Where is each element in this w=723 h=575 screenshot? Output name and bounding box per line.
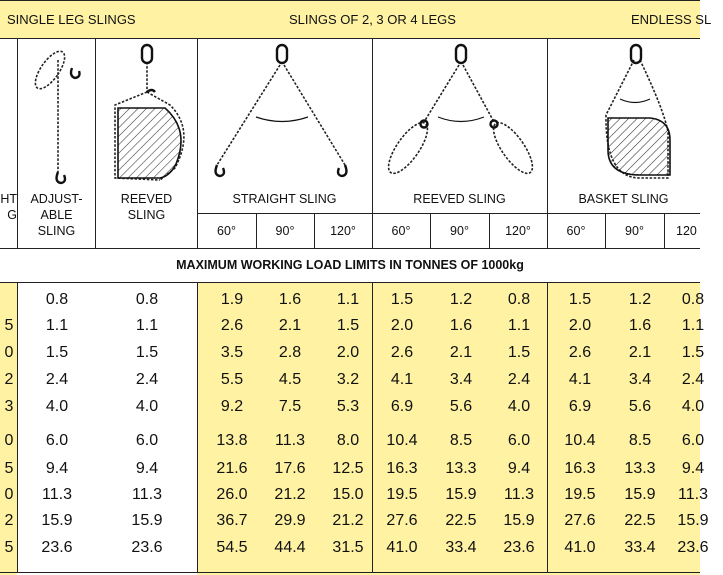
angle-header: 120°	[330, 223, 356, 238]
table-cell: 1.5	[507, 344, 531, 361]
table-cell: 11.3	[42, 486, 72, 503]
table-cell: 1.1	[507, 317, 531, 334]
caption-basket-sling: BASKET SLING	[578, 192, 669, 206]
table-cell: 4.1	[568, 371, 592, 388]
master-link-icon	[631, 45, 641, 63]
table-cell: 0.8	[507, 291, 531, 308]
hook-icon	[421, 121, 428, 128]
table-cell: 2.4	[45, 371, 69, 388]
caption-reeved-sling: REEVED SLING	[120, 192, 173, 222]
angle-header: 90°	[450, 223, 469, 238]
table-cell: 3.2	[336, 371, 360, 388]
table-cell: 2.1	[628, 344, 652, 361]
table-cell: 1.5	[390, 291, 414, 308]
angle-header: 90°	[275, 223, 295, 238]
table-cell: 13.3	[445, 460, 477, 477]
table-cell: 4.0	[507, 398, 531, 415]
row-mark: 0	[4, 486, 14, 503]
table-cell: 2.4	[681, 371, 705, 388]
table-cell: 41.0	[386, 539, 418, 556]
table-cell: 5.3	[336, 398, 360, 415]
table-cell: 9.4	[135, 460, 159, 477]
table-cell: 1.5	[336, 317, 360, 334]
table-cell: 21.2	[274, 486, 306, 503]
table-cell: 15.9	[445, 486, 477, 503]
straight-sling-icon	[217, 65, 345, 165]
table-cell: 12.5	[332, 460, 364, 477]
table-cell: 2.4	[507, 371, 531, 388]
table-cell: 23.6	[503, 539, 535, 556]
sling-illustrations	[0, 0, 700, 212]
table-cell: 5.6	[628, 398, 652, 415]
table-cell: 9.4	[45, 460, 69, 477]
table-cell: 10.4	[564, 432, 596, 449]
table-cell: 16.3	[386, 460, 418, 477]
row-mark: 2	[4, 512, 14, 529]
table-cell: 31.5	[332, 539, 364, 556]
table-cell: 4.1	[390, 371, 414, 388]
table-cell: 1.5	[681, 344, 705, 361]
table-cell: 1.5	[568, 291, 592, 308]
table-cell: 21.2	[332, 512, 364, 529]
table-cell: 19.5	[386, 486, 418, 503]
hook-icon	[491, 121, 498, 128]
table-cell: 11.3	[504, 486, 534, 503]
table-cell: 1.9	[220, 291, 244, 308]
col-divider	[17, 282, 18, 573]
table-cell: 8.5	[628, 432, 652, 449]
angle-header: 60°	[391, 223, 411, 238]
table-cell: 11.3	[678, 486, 708, 503]
table-cell: 17.6	[274, 460, 306, 477]
table-cell: 13.3	[624, 460, 656, 477]
table-cell: 11.3	[275, 432, 305, 449]
header-single-leg: SINGLE LEG SLINGS	[7, 11, 136, 27]
angle-header: 60°	[566, 223, 586, 238]
table-cell: 1.6	[628, 317, 652, 334]
caption-straight-sling: STRAIGHT SLING	[232, 192, 337, 206]
row-mark: 5	[4, 539, 14, 556]
row-mark: 3	[4, 398, 14, 415]
table-cell: 6.0	[507, 432, 531, 449]
load-icon	[118, 108, 181, 178]
table-cell: 4.5	[278, 371, 302, 388]
col-divider	[197, 282, 198, 573]
table-cell: 1.1	[135, 317, 159, 334]
table-cell: 26.0	[216, 486, 248, 503]
table-cell: 22.5	[445, 512, 477, 529]
table-cell: 15.9	[677, 512, 709, 529]
hook-icon	[338, 165, 346, 176]
table-cell: 23.6	[677, 539, 709, 556]
table-cell: 2.4	[135, 371, 159, 388]
table-cell: 15.9	[131, 512, 163, 529]
table-cell: 11.3	[132, 486, 162, 503]
table-cell: 2.6	[390, 344, 414, 361]
header-multi-leg: SLINGS OF 2, 3 OR 4 LEGS	[289, 11, 456, 27]
table-cell: 15.9	[624, 486, 656, 503]
table-cell: 8.0	[336, 432, 360, 449]
table-cell: 23.6	[131, 539, 163, 556]
table-cell: 7.5	[278, 398, 302, 415]
table-cell: 2.1	[449, 344, 473, 361]
master-link-icon	[456, 45, 466, 63]
table-cell: 0.8	[45, 291, 69, 308]
table-cell: 29.9	[274, 512, 306, 529]
table-cell: 3.4	[628, 371, 652, 388]
caption-reeved-multi-sling: REEVED SLING	[413, 192, 506, 206]
header-endless: ENDLESS SL	[631, 11, 712, 27]
table-cell: 54.5	[216, 539, 248, 556]
angle-header: 90°	[625, 223, 644, 238]
row-mark: 2	[4, 371, 14, 388]
table-cell: 19.5	[564, 486, 596, 503]
table-cell: 3.5	[220, 344, 244, 361]
table-cell: 21.6	[216, 460, 248, 477]
caption-adjustable-sling: ADJUST- ABLE SLING	[30, 192, 83, 238]
table-cell: 0.8	[135, 291, 159, 308]
table-cell: 6.9	[568, 398, 592, 415]
angle-header: 120	[676, 223, 697, 238]
table-cell: 6.0	[681, 432, 705, 449]
row-mark: 0	[4, 344, 14, 361]
table-cell: 2.1	[278, 317, 302, 334]
table-cell: 6.0	[135, 432, 159, 449]
table-cell: 44.4	[274, 539, 306, 556]
hook-icon	[57, 172, 65, 183]
hook-icon	[71, 68, 80, 78]
table-cell: 2.0	[336, 344, 360, 361]
table-cell: 1.1	[336, 291, 360, 308]
table-cell: 36.7	[216, 512, 248, 529]
table-cell: 33.4	[445, 539, 477, 556]
table-cell: 13.8	[216, 432, 248, 449]
angle-header: 120°	[505, 223, 531, 238]
row-mark: 0	[4, 432, 14, 449]
hook-icon	[216, 165, 224, 176]
table-cell: 1.5	[135, 344, 159, 361]
table-cell: 2.8	[278, 344, 302, 361]
row-mark: 5	[4, 317, 14, 334]
table-cell: 4.0	[45, 398, 69, 415]
master-link-icon	[277, 45, 287, 63]
table-banner: MAXIMUM WORKING LOAD LIMITS IN TONNES OF 1000kg	[176, 258, 524, 272]
table-cell: 9.4	[507, 460, 531, 477]
table-cell: 8.5	[449, 432, 473, 449]
table-cell: 23.6	[41, 539, 73, 556]
table-cell: 10.4	[386, 432, 418, 449]
table-cell: 15.9	[41, 512, 73, 529]
row-mark: 5	[4, 460, 14, 477]
table-cell: 0.8	[681, 291, 705, 308]
table-cell: 41.0	[564, 539, 596, 556]
adjustable-sling-icon	[30, 47, 70, 172]
master-link-icon	[142, 45, 152, 63]
angle-arc-icon	[438, 117, 484, 122]
table-cell: 1.2	[449, 291, 473, 308]
table-cell: 1.1	[45, 317, 69, 334]
table-cell: 2.6	[220, 317, 244, 334]
table-cell: 1.1	[681, 317, 705, 334]
table-cell: 9.2	[220, 398, 244, 415]
angle-header: 60°	[217, 223, 236, 238]
table-cell: 4.0	[135, 398, 159, 415]
table-cell: 22.5	[624, 512, 656, 529]
angle-arc-icon	[620, 99, 650, 103]
table-cell: 2.0	[390, 317, 414, 334]
table-cell: 5.5	[220, 371, 244, 388]
table-cell: 9.4	[681, 460, 705, 477]
caption-partial-left: HT G	[0, 192, 17, 222]
table-cell: 15.9	[503, 512, 535, 529]
table-cell: 16.3	[564, 460, 596, 477]
table-cell: 4.0	[681, 398, 705, 415]
table-cell: 1.5	[45, 344, 69, 361]
table-cell: 2.6	[568, 344, 592, 361]
table-cell: 27.6	[386, 512, 418, 529]
table-cell: 3.4	[449, 371, 473, 388]
table-cell: 6.0	[45, 432, 69, 449]
rule-table-bottom	[0, 572, 700, 573]
angle-arc-icon	[256, 117, 308, 122]
table-cell: 2.0	[568, 317, 592, 334]
rule-banner-bottom	[0, 282, 700, 283]
table-cell: 27.6	[564, 512, 596, 529]
table-cell: 33.4	[624, 539, 656, 556]
hook-icon	[147, 90, 155, 92]
table-cell: 1.6	[449, 317, 473, 334]
table-cell: 5.6	[449, 398, 473, 415]
table-cell: 6.9	[390, 398, 414, 415]
table-cell: 15.0	[332, 486, 364, 503]
table-cell: 1.6	[278, 291, 302, 308]
table-cell: 1.2	[628, 291, 652, 308]
load-icon	[608, 118, 670, 175]
